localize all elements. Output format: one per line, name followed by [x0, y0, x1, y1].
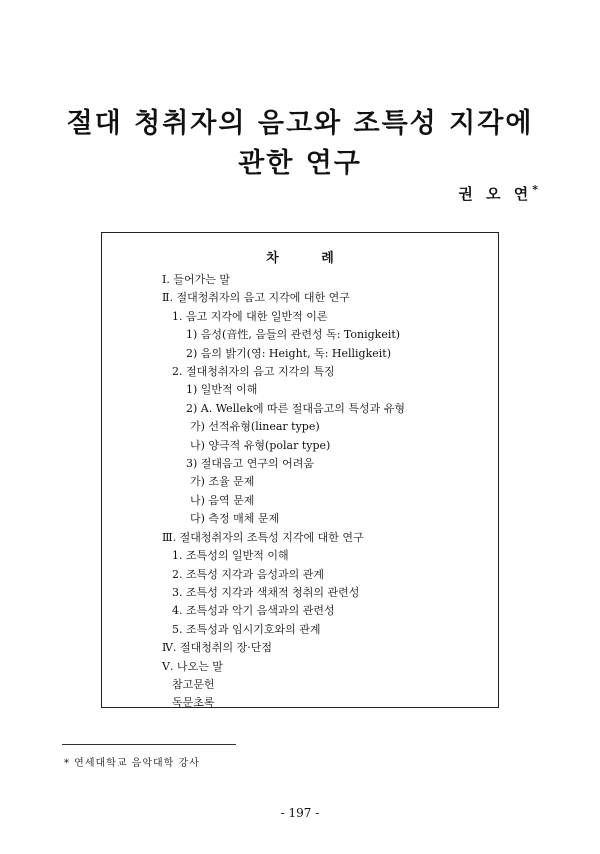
- toc-entry: 2. 조특성 지각과 음성과의 관계: [172, 567, 324, 581]
- toc-entry: Ⅳ. 절대청취의 장·단점: [162, 641, 272, 655]
- toc-entry: 가) 조율 문제: [190, 475, 255, 489]
- toc-entry: 나) 양극적 유형(polar type): [190, 438, 331, 452]
- toc-entry: 2. 절대청취자의 음고 지각의 특징: [172, 365, 335, 379]
- toc-entry: 2) A. Wellek에 따른 절대음고의 특성과 유형: [186, 401, 405, 415]
- toc-entry: 3. 조특성 지각과 색채적 청취의 관련성: [172, 585, 360, 599]
- table-of-contents: [101, 232, 499, 708]
- toc-entry: Ⅰ. 들어가는 말: [162, 273, 230, 286]
- toc-list: [102, 271, 405, 713]
- toc-entry: 5. 조특성과 임시기호와의 관계: [172, 622, 321, 636]
- toc-entry: 4. 조특성과 악기 음색과의 관련성: [172, 604, 335, 618]
- paper-title: [0, 104, 600, 184]
- toc-entry: 3) 절대음고 연구의 어려움: [186, 457, 315, 471]
- toc-heading: 차 례: [266, 251, 334, 266]
- author-name: 권 오 연: [458, 185, 533, 203]
- toc-entry: 1. 음고 지각에 대한 일반적 이론: [172, 309, 328, 323]
- footnote: * 연세대학교 음악대학 강사: [64, 758, 200, 769]
- toc-entry: 가) 선적유형(linear type): [190, 420, 320, 434]
- author-footnote-mark: *: [532, 183, 538, 196]
- title-line-1: 절대 청취자의 음고와 조특성 지각에: [66, 108, 534, 139]
- toc-entry: 1) 음성(音性, 음들의 관련성 독: Tonigkeit): [186, 328, 401, 342]
- toc-entry: 2) 음의 밝기(영: Height, 독: Helligkeit): [186, 346, 391, 360]
- page-number: - 197 -: [280, 806, 320, 820]
- toc-entry: Ⅴ. 나오는 말: [162, 659, 223, 673]
- toc-entry: 참고문헌: [172, 677, 215, 691]
- title-line-2: 관한 연구: [238, 148, 362, 179]
- author: [458, 183, 538, 204]
- toc-entry: Ⅱ. 절대청취자의 음고 지각에 대한 연구: [162, 291, 350, 305]
- toc-entry: 나) 음역 문제: [190, 493, 255, 507]
- toc-entry: 1. 조특성의 일반적 이해: [172, 549, 289, 563]
- toc-entry: 1) 일반적 이해: [186, 383, 258, 397]
- toc-entry: 독문초록: [172, 696, 215, 710]
- toc-entry: 다) 측정 매체 문제: [190, 512, 280, 526]
- footnote-divider: [62, 744, 236, 745]
- toc-entry: Ⅲ. 절대청취자의 조특성 지각에 대한 연구: [162, 530, 364, 544]
